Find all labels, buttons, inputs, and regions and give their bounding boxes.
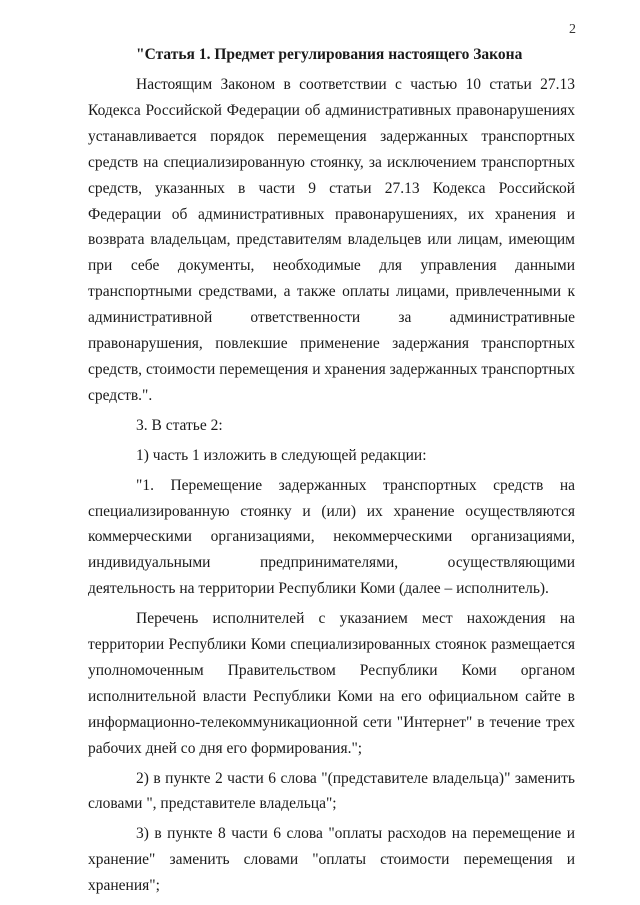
paragraph-subitem-1: 1) часть 1 изложить в следующей редакции: [136,446,427,464]
paragraph-item-3: 3. В статье 2: [136,416,223,434]
paragraph-part-1-text: "1. Перемещение задержанных транспортных средств на специализированную стоянку и (или) их хранение осуществляются коммерческими организациями, некоммерческими организациями, индивидуальными предпринимателями, осуществляющими деятельность на территории Республики Коми (далее – исполнитель). [88,476,575,598]
paragraph-list-of-executors: Перечень исполнителей с указанием мест нахождения на территории Республики Коми специализированных стоянок размещается уполномоченным Правительством Республики Коми органом исполнительной власти Республики Коми на его официальном сайте в информационно-телекоммуникационной сети "Интернет" в течение трех рабочих дней со дня его формирования."; [88,610,575,757]
paragraph-article-1-text: Настоящим Законом в соответствии с частью 10 статьи 27.13 Кодекса Российской Федерации об административных правонарушениях устанавливается порядок перемещения задержанных транспортных средств на специализированную стоянку, за исключением транспортных средств, указанных в части 9 статьи 27.13 Кодекса Российской Федерации об административных правонарушениях, их хранения и возврата владельцам, представителям владельцев или лицам, имеющим при себе документы, необходимые для управления данными транспортными средствами, а также оплаты лицами, привлеченными к административной ответственности за административные правонарушения, повлекшие применение задержания транспортных средств, стоимости перемещения и хранения задержанных транспортных средств.". [88,76,575,404]
document-body [88,44,575,903]
paragraph-subitem-3: 3) в пункте 8 части 6 слова "оплаты расходов на перемещение и хранение" заменить словами "оплаты стоимости перемещения и хранения"; [88,825,575,895]
article-heading: "Статья 1. Предмет регулирования настоящего Закона [136,46,523,63]
page-number: 2 [569,22,576,37]
paragraph-subitem-2: 2) в пункте 2 части 6 слова "(представителе владельца)" заменить словами ", представителе владельца"; [88,769,575,813]
